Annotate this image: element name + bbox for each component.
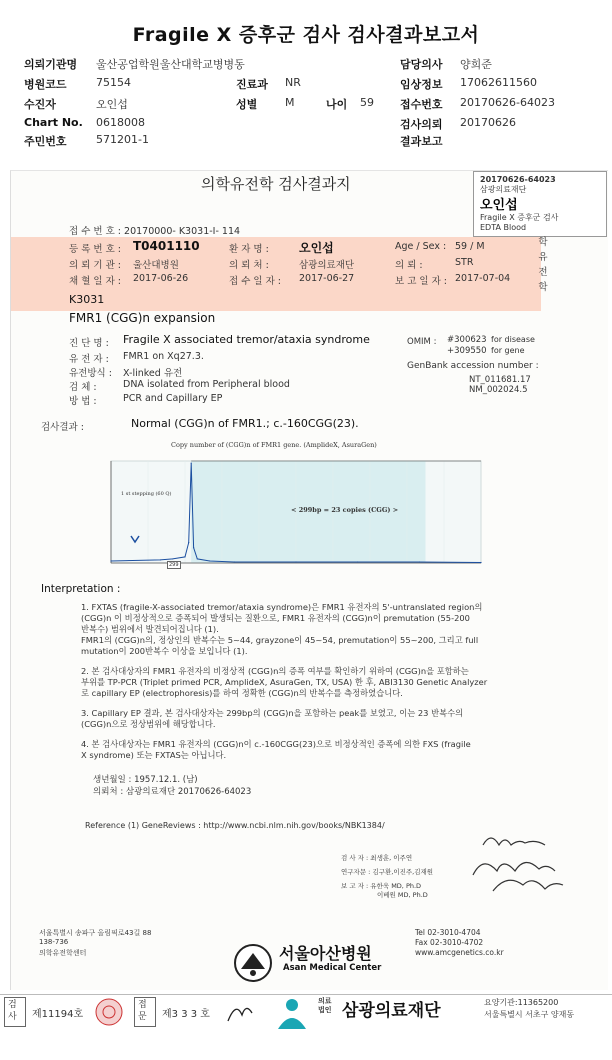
report-date: 2017-07-04 [455, 273, 511, 284]
scanned-report [10, 170, 608, 990]
agesex-value: 59 / M [455, 241, 485, 252]
footer-mid-no: 제3 3 3 호 [162, 1009, 210, 1020]
genbank1: NT_011681.17 [469, 375, 531, 385]
dob: 생년월일 : 1957.12.1. (남) [93, 775, 198, 785]
patient-name: 오인섭 [299, 241, 334, 255]
inherit-value: X-linked 유전 [123, 368, 183, 379]
header-key: 성별 [236, 98, 258, 111]
address-2: 138-736 [39, 938, 69, 946]
chart-point [191, 462, 192, 463]
footer-mid-label: 접문 [138, 1000, 147, 1022]
agesex-label: Age / Sex : [395, 241, 447, 252]
fax: Fax 02-3010-4702 [415, 938, 484, 947]
interp-line: 1. FXTAS (fragile-X-associated tremor/ataxia syndrome)은 FMR1 유전자의 5'-untranslated region의 [81, 602, 483, 612]
interp-line: 반복수) 범위에서 발견되어집니다 (1). [81, 624, 219, 634]
chart-point [209, 560, 210, 561]
referrer: 의뢰처 : 삼광의료재단 20170626-64023 [93, 787, 252, 797]
chart-point [480, 562, 481, 563]
inherit-label: 유전방식 : [69, 368, 112, 379]
header-value: 59 [360, 96, 374, 109]
label-org: 삼광의료재단 [480, 185, 527, 194]
header-value: 20170626 [460, 116, 516, 129]
hospital-name-ko: 서울아산병원 [279, 944, 372, 963]
test-code: K3031 [69, 293, 105, 306]
website: www.amcgenetics.co.kr [415, 948, 504, 957]
header-key: 임상정보 [400, 78, 443, 91]
interp-line: 로 capillary EP (electrophoresis)를 하여 정확한 (CGG)n의 반복수를 측정하였습니다. [81, 688, 403, 698]
receive-date: 2017-06-27 [299, 273, 355, 284]
report-title: Fragile X 증후군 검사 검사결과보고서 [132, 24, 480, 46]
header-key: 주민번호 [24, 135, 67, 148]
chart-annotation-2: < 299bp = 23 copies (CGG) > [291, 506, 399, 514]
header-value: 울산공업학원울산대학교병병동 [96, 58, 245, 71]
report-heading: 의학유전학 검사결과지 [201, 175, 351, 193]
header-key: 진료과 [236, 78, 268, 91]
header-key: 병원코드 [24, 78, 67, 91]
header-key: 검사의뢰 [400, 118, 443, 131]
collect-date: 2017-06-26 [133, 273, 189, 284]
chart-point [160, 559, 161, 560]
interp-line: X syndrome) 또는 FXTAS는 아닙니다. [81, 750, 227, 760]
interp-line: mutation이 200반복수 이상을 보입니다 (1). [81, 646, 248, 656]
ward-label: 의 뢰 : [395, 260, 423, 271]
address-1: 서울특별시 송파구 올림픽로43길 88 [39, 929, 152, 937]
specimen-label: 검 체 : [69, 382, 97, 393]
signer-4: 이베원 MD, Ph.D [377, 891, 428, 899]
asan-logo-icon [233, 943, 273, 983]
interp-line: 2. 본 검사대상자의 FMR1 유전자의 비정상적 (CGG)n의 증폭 여부를 확인하기 위하여 (CGG)n을 포함하는 [81, 666, 469, 676]
interp-line: FMR1의 (CGG)n의, 정상인의 반복수는 5~44, grayzone이 45~54, premutation이 55~200, 그리고 full [81, 635, 479, 645]
header-value: 17062611560 [460, 76, 537, 89]
footer-left-label: 검사 [8, 1000, 17, 1022]
chart-point [234, 561, 235, 562]
label-tube: EDTA Blood [480, 223, 527, 232]
omim1-note: for disease [491, 335, 535, 344]
genbank-label: GenBank accession number : [407, 361, 539, 371]
header-value: M [285, 96, 295, 109]
header-value: 75154 [96, 76, 131, 89]
header-key: 접수번호 [400, 98, 443, 111]
method-value: PCR and Capillary EP [123, 393, 223, 404]
ref-org-label: 의 뢰 처 : [229, 260, 269, 271]
header-value: 571201-1 [96, 133, 149, 146]
interp-line: (CGG)n으로 정상범위에 해당합니다. [81, 719, 216, 729]
chart-title: Copy number of (CGG)n of FMR1 gene. (AmplideX, AsuraGen) [171, 441, 377, 449]
interp-line: 4. 본 검사대상자는 FMR1 유전자의 (CGG)n이 c.-160CGG(23)으로 비정상적인 증폭에 의한 FXS (fragile [81, 739, 471, 749]
result-value: Normal (CGG)n of FMR1.; c.-160CGG(23). [131, 417, 359, 430]
side-text: 학 유 전 학 [538, 237, 548, 293]
header-key: 수진자 [24, 98, 56, 111]
header-key: 결과보고 [400, 135, 443, 148]
ref-inst-label: 의 뢰 기 관 : [69, 260, 121, 271]
header-value: 양희준 [460, 58, 492, 71]
signer-2: 연구자문 : 김구환,이진주,김재원 [341, 868, 434, 876]
chart-point [419, 561, 420, 562]
dx-value: Fragile X associated tremor/ataxia syndrome [123, 333, 370, 346]
chart-point [188, 542, 189, 543]
header-key: 담당의사 [400, 58, 443, 71]
chart-point [357, 561, 358, 562]
omim2-note: for gene [491, 346, 525, 355]
collect-label: 채 혈 일 자 : [69, 276, 121, 287]
specimen-label [473, 171, 607, 237]
footer-org: 삼광의료재단 [342, 1001, 441, 1021]
reception-no: 20170000- K3031-I- 114 [124, 226, 241, 237]
reg-label: 등 록 번 호 : [69, 244, 121, 255]
omim-label: OMIM : [407, 337, 437, 347]
signer-1: 검 사 자 : 최생훈, 이주연 [341, 854, 413, 862]
ward-value: STR [455, 257, 474, 268]
hospital-name-en: Asan Medical Center [283, 963, 382, 973]
reg-no: T0401110 [133, 239, 200, 253]
chart-point [295, 561, 296, 562]
chart-point [193, 547, 194, 548]
ref-org: 삼광의료재단 [299, 260, 355, 271]
omim1: #300623 [447, 335, 487, 345]
receive-label: 접 수 일 자 : [229, 276, 281, 287]
footer-doc-no: 제11194호 [32, 1009, 84, 1020]
method-label: 방 법 : [69, 396, 97, 407]
footer-strip [0, 994, 612, 1060]
gene-label: 유 전 자 : [69, 354, 109, 365]
test-name: FMR1 (CGG)n expansion [69, 311, 216, 325]
reception-no-label: 접 수 번 호 : [69, 226, 121, 237]
chart-point [197, 558, 198, 559]
label-barcode-no: 20170626-64023 [480, 175, 556, 184]
header-value: NR [285, 76, 301, 89]
footer-org-code: 요양기관:11365200 [484, 998, 559, 1007]
interp-title: Interpretation : [41, 583, 121, 595]
header-value: 0618008 [96, 116, 145, 129]
header-key: 의뢰기관명 [24, 58, 78, 71]
samkwang-logo-icon [274, 995, 310, 1031]
chart-point [184, 556, 185, 557]
chart-point [110, 560, 111, 561]
omim2: +309550 [447, 346, 487, 356]
dx-label: 진 단 명 : [69, 338, 109, 349]
gene-value: FMR1 on Xq27.3. [123, 351, 204, 362]
reference: Reference (1) GeneReviews : http://www.ncbi.nlm.nih.gov/books/NBK1384/ [85, 821, 385, 830]
report-date-label: 보 고 일 자 : [395, 276, 447, 287]
header-value: 오인섭 [96, 98, 128, 111]
chart-annotation-1: 1 st stepping (60 Q) [121, 491, 172, 497]
genbank2: NM_002024.5 [469, 385, 528, 395]
label-name: 오인섭 [480, 198, 518, 213]
interp-line: 부위를 TP-PCR (Triplet primed PCR, AmplideX, AsuraGen, TX, USA) 한 후, ABI3130 Genetic Analyzer [81, 677, 488, 687]
interp-line: 3. Capillary EP 결과, 본 검사대상자는 299bp의 (CGG)n을 포함하는 peak를 보였고, 이는 23 반복수의 [81, 708, 464, 718]
peak-label: 299 [169, 562, 179, 568]
header-key: 나이 [326, 98, 348, 111]
signature-image [463, 827, 603, 907]
specimen-value: DNA isolated from Peripheral blood [123, 379, 290, 390]
capillary-ep-chart [101, 441, 491, 571]
address-3: 의학유전학센터 [39, 949, 87, 957]
header-value: 20170626-64023 [460, 96, 555, 109]
footer-org-small: 의료법인 [318, 997, 332, 1014]
result-label: 검사결과 : [41, 422, 84, 433]
ref-inst: 울산대병원 [133, 260, 179, 271]
footer-org-addr: 서울특별시 서초구 양재동 [484, 1010, 575, 1019]
footer-signature [222, 997, 262, 1027]
tel: Tel 02-3010-4704 [415, 928, 481, 937]
chart-point [172, 558, 173, 559]
header-key: Chart No. [24, 116, 83, 129]
signer-3: 보 고 자 : 유한욱 MD, Ph.D [341, 882, 422, 890]
label-test: Fragile X 증후군 검사 [480, 213, 559, 222]
seal-icon [94, 997, 124, 1027]
patient-label: 환 자 명 : [229, 244, 269, 255]
interp-line: (CGG)n 이 비정상적으로 증폭되어 발생되는 질환으로, FMR1 유전자의 (CGG)n이 premutation (55-200 [81, 613, 470, 623]
